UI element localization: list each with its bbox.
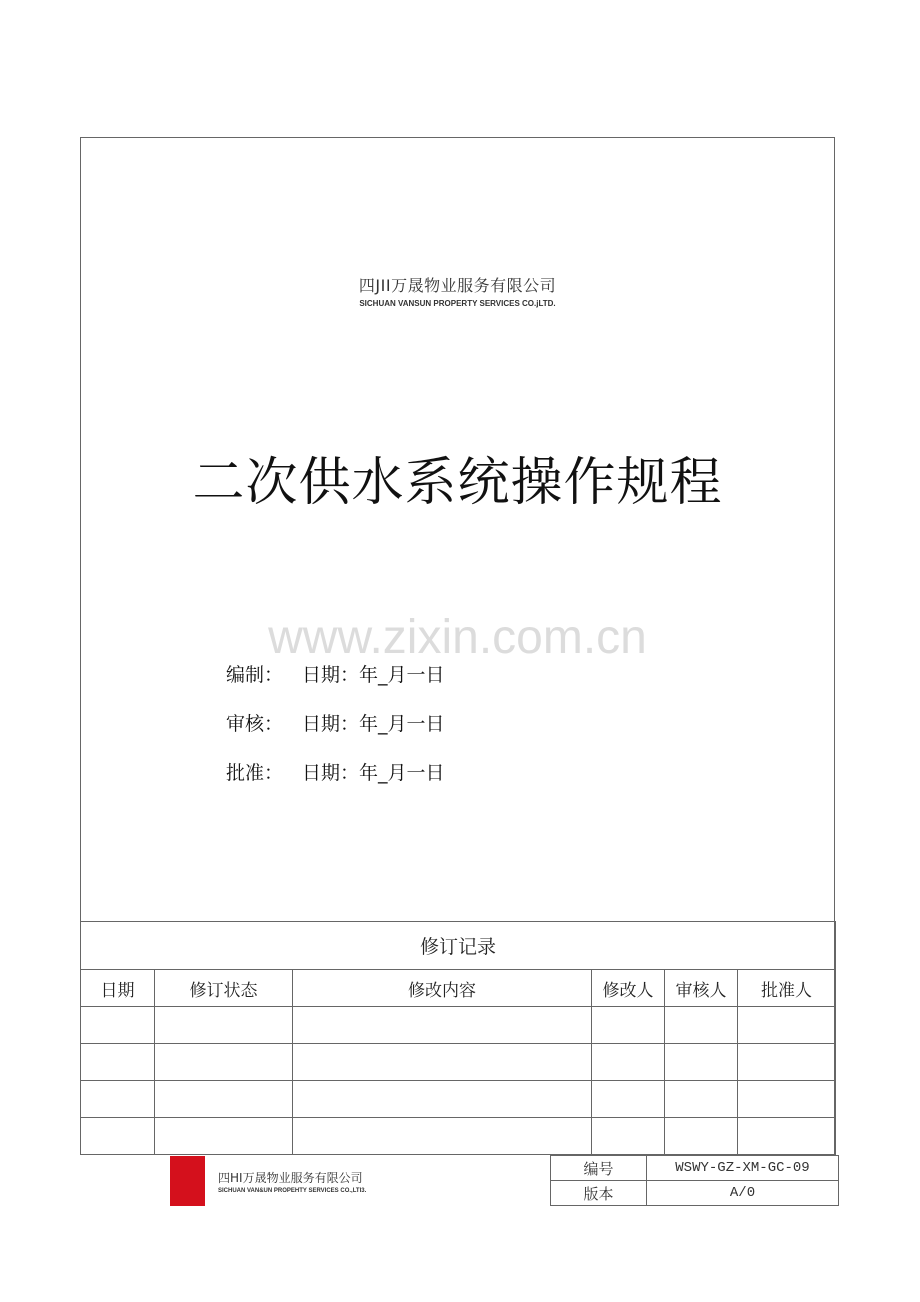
table-cell [738,1118,836,1155]
signature-row-approve [226,758,445,807]
signature-label: 编制： [226,664,284,686]
revision-header-row [81,970,836,1007]
header-cell-date: 日期 [81,970,155,1007]
footer-value-version: A/0 [647,1181,839,1206]
signature-row-compile [226,660,445,709]
table-cell [293,1044,592,1081]
table-cell [592,1081,665,1118]
table-cell [155,1044,293,1081]
table-cell [738,1007,836,1044]
table-cell [81,1007,155,1044]
footer-company-cn: 四HI万晟物业服务有限公司 [218,1171,363,1185]
footer-company-en: SICHUAN VAN&UN PROPEHTY SERVICES CO.,LTI3. [218,1188,367,1194]
header-cell-reviewer: 审核人 [665,970,738,1007]
table-row [81,1044,836,1081]
table-row [81,1081,836,1118]
company-header [81,273,834,308]
signature-block [226,660,445,807]
footer-row-number [551,1156,839,1181]
footer-info-table [550,1155,839,1206]
table-cell [738,1081,836,1118]
signature-label: 批准： [226,762,284,784]
table-row [81,1007,836,1044]
document-frame [80,137,835,1155]
signature-date: 日期：年_月一日 [302,713,445,735]
revision-caption-row [81,922,836,970]
header-cell-content: 修改内容 [293,970,592,1007]
footer-row-version [551,1181,839,1206]
header-cell-approver: 批准人 [738,970,836,1007]
footer-value-number: WSWY-GZ-XM-GC-09 [647,1156,839,1181]
page-footer [80,1155,838,1207]
table-cell [665,1118,738,1155]
company-logo [170,1156,205,1206]
table-cell [81,1081,155,1118]
table-cell [155,1081,293,1118]
table-cell [81,1118,155,1155]
company-name-en: SICHUAN VANSUN PROPERTY SERVICES CO.jLTD. [359,299,556,308]
footer-label-version: 版本 [551,1181,647,1206]
watermark: www.zixin.com.cn [268,611,647,664]
revision-table-caption: 修订记录 [81,922,836,970]
company-name-cn: 四JII万晟物业服务有限公司 [358,276,557,295]
signature-label: 审核： [226,713,284,735]
table-row [81,1118,836,1155]
table-cell [293,1118,592,1155]
header-cell-editor: 修改人 [592,970,665,1007]
signature-date: 日期：年_月一日 [302,762,445,784]
table-cell [592,1007,665,1044]
footer-label-number: 编号 [551,1156,647,1181]
table-cell [81,1044,155,1081]
signature-date: 日期：年_月一日 [302,664,445,686]
table-cell [293,1007,592,1044]
table-cell [155,1118,293,1155]
table-cell [738,1044,836,1081]
footer-company [218,1169,366,1194]
header-cell-status: 修订状态 [155,970,293,1007]
table-cell [665,1007,738,1044]
revision-table [80,921,836,1155]
table-cell [665,1081,738,1118]
table-cell [592,1044,665,1081]
document-title: 二次供水系统操作规程 [192,453,723,513]
table-cell [665,1044,738,1081]
table-cell [155,1007,293,1044]
table-cell [592,1118,665,1155]
table-cell [293,1081,592,1118]
signature-row-review [226,709,445,758]
